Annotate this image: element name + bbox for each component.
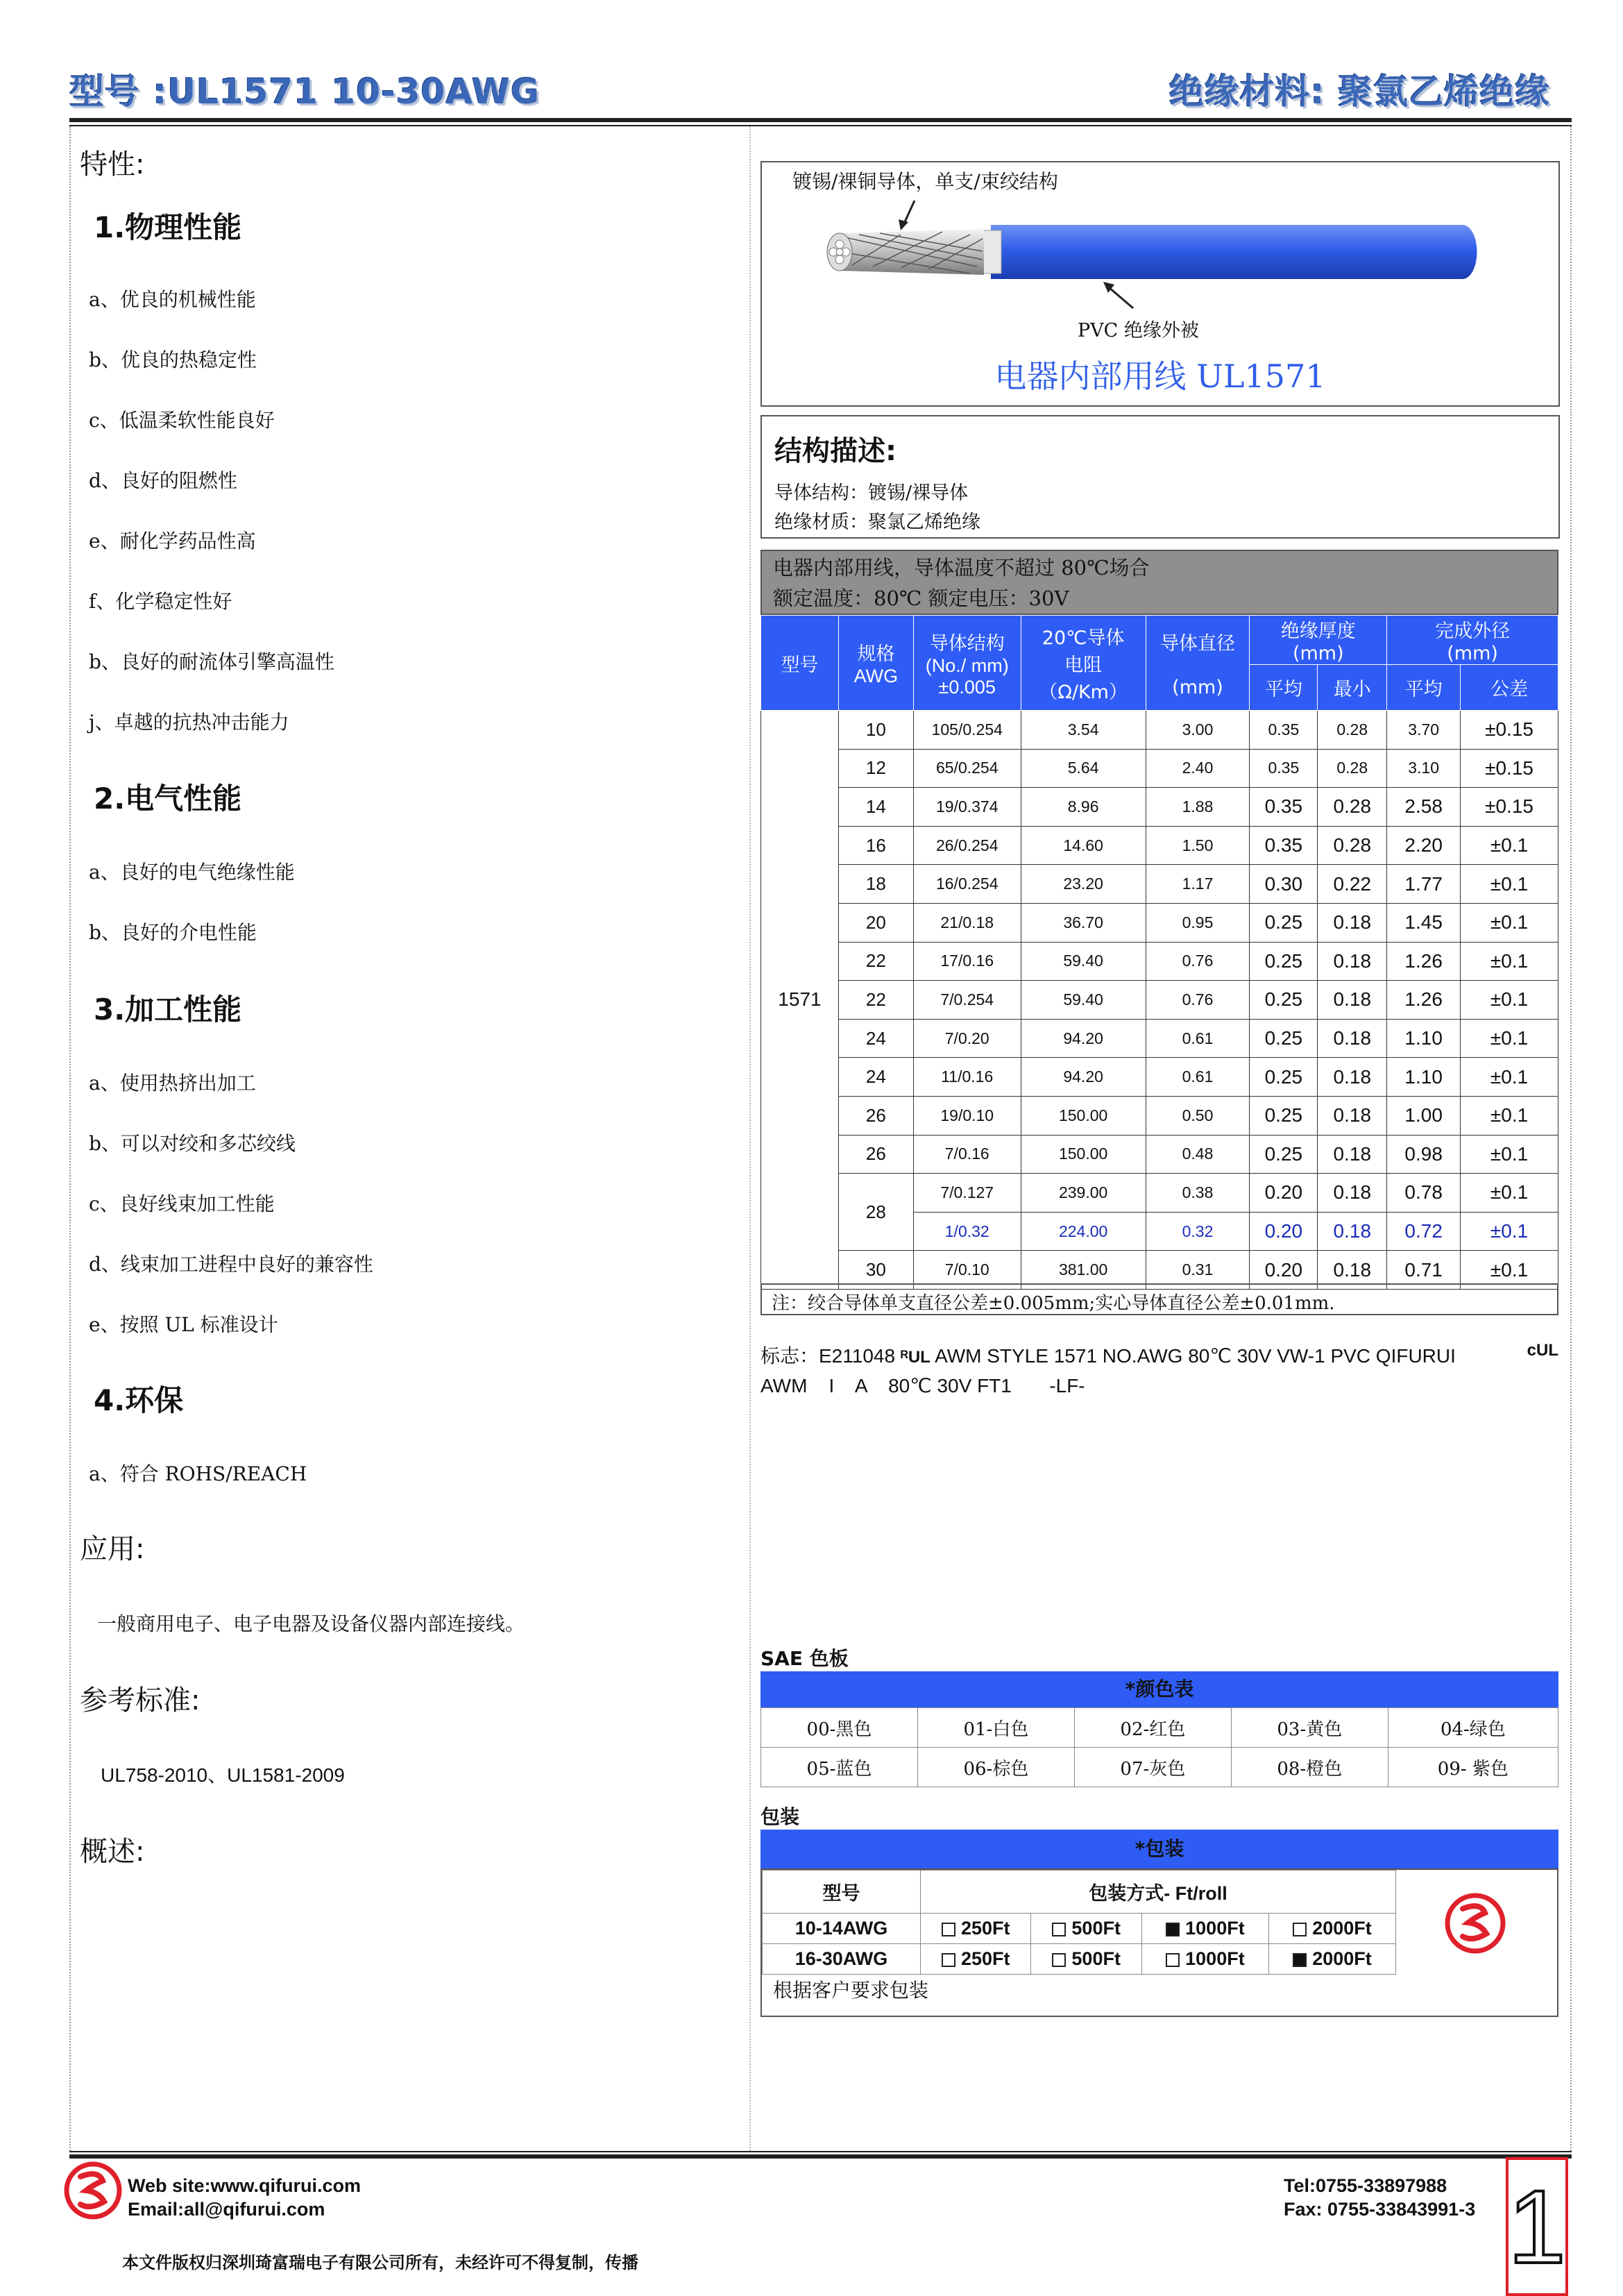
spec-note-2: 额定温度：80℃ 额定电压：30V	[773, 586, 1069, 610]
color-cell: 07-灰色	[1074, 1748, 1231, 1787]
spec-cell: ±0.1	[1461, 826, 1558, 865]
spec-cell: 59.40	[1021, 942, 1146, 981]
spec-cell: 7/0.254	[913, 981, 1021, 1020]
cul-logo-icon: cUL	[1527, 1341, 1558, 1360]
spec-cell: 16	[838, 826, 913, 865]
copyright-notice: 本文件版权归深圳琦富瑞电子有限公司所有，未经许可不得复制，传播	[122, 2253, 638, 2272]
spec-cell: 10	[838, 711, 913, 750]
packaging-option-label: 500Ft	[1071, 1948, 1121, 1969]
spec-cell: 0.35	[1250, 788, 1318, 827]
spec-cell: 1.45	[1387, 903, 1461, 942]
col-gauge: 规格 AWG	[838, 616, 913, 711]
sae-bar: *颜色表	[760, 1671, 1558, 1707]
spec-cell: 20	[838, 903, 913, 942]
marking-line-1	[760, 1341, 1558, 1369]
footer-email: Email:all@qifurui.com	[128, 2199, 325, 2220]
spec-cell: 0.18	[1318, 1058, 1387, 1097]
spec-cell: 3.00	[1146, 711, 1250, 750]
spec-cell: 3.10	[1387, 749, 1461, 788]
page-title-model: 型号 :UL1571 10-30AWG	[69, 71, 540, 112]
spec-cell: 2.20	[1387, 826, 1461, 865]
col-diameter: 导体直径 (mm)	[1146, 616, 1250, 711]
packaging-option-label: 2000Ft	[1312, 1948, 1372, 1969]
footer-fax: Fax: 0755-33843991-3	[1284, 2199, 1476, 2220]
packaging-option-label: 1000Ft	[1185, 1948, 1245, 1969]
packaging-option-label: 250Ft	[960, 1948, 1010, 1969]
spec-cell: 1/0.32	[913, 1212, 1021, 1251]
spec-cell: ±0.1	[1461, 1174, 1558, 1213]
spec-cell: 26/0.254	[913, 826, 1021, 865]
spec-cell: 36.70	[1021, 903, 1146, 942]
frame-left-border	[69, 126, 71, 2151]
spec-cell: 0.95	[1146, 903, 1250, 942]
spec-cell: 28	[838, 1174, 913, 1251]
col-od: 完成外径 (mm)	[1387, 616, 1558, 665]
spec-cell: 0.48	[1146, 1135, 1250, 1174]
page-title-insulation: 绝缘材料: 聚氯乙烯绝缘	[1169, 71, 1550, 112]
electrical-item: a、良好的电气绝缘性能	[89, 861, 295, 884]
packaging-note: 根据客户要求包装	[773, 1979, 929, 2002]
overview-heading: 概述:	[80, 1836, 145, 1868]
spec-cell: 0.35	[1250, 749, 1318, 788]
packaging-model: 16-30AWG	[763, 1944, 921, 1975]
spec-cell: 2.40	[1146, 749, 1250, 788]
spec-cell: 0.38	[1146, 1174, 1250, 1213]
col-od-avg: 平均	[1387, 665, 1461, 711]
packaging-option-label: 1000Ft	[1185, 1918, 1245, 1939]
checkbox-empty-icon	[942, 1953, 955, 1967]
header-rule-thin	[69, 125, 1572, 126]
structure-heading: 结构描述:	[774, 435, 897, 467]
spec-row	[761, 1019, 1558, 1058]
color-cell: 03-黄色	[1231, 1708, 1388, 1748]
spec-cell: 0.25	[1250, 1096, 1318, 1135]
spec-cell: ±0.1	[1461, 903, 1558, 942]
spec-cell: 22	[838, 942, 913, 981]
checkbox-empty-icon	[1052, 1953, 1066, 1967]
marking-code: 标志：E211048	[760, 1345, 896, 1367]
spec-cell: 0.18	[1318, 1135, 1387, 1174]
packaging-model: 10-14AWG	[763, 1914, 921, 1944]
spec-cell: 0.28	[1318, 749, 1387, 788]
standard-heading: 参考标准:	[80, 1685, 201, 1716]
spec-cell: 0.35	[1250, 826, 1318, 865]
features-heading: 特性:	[80, 149, 145, 180]
spec-cell: 0.25	[1250, 1058, 1318, 1097]
spec-cell: 0.98	[1387, 1135, 1461, 1174]
spec-cell: 1.50	[1146, 826, 1250, 865]
processing-item: c、良好线束加工性能	[89, 1192, 275, 1215]
col-thickness: 绝缘厚度 (mm)	[1250, 616, 1387, 665]
spec-cell: ±0.1	[1461, 1135, 1558, 1174]
spec-cell: ±0.1	[1461, 1251, 1558, 1290]
color-cell: 08-橙色	[1231, 1748, 1388, 1787]
spec-cell: 0.35	[1250, 711, 1318, 750]
color-cell: 09- 紫色	[1388, 1748, 1558, 1787]
color-cell: 05-蓝色	[761, 1748, 918, 1787]
spec-cell: 0.18	[1318, 903, 1387, 942]
color-cell: 00-黑色	[761, 1708, 918, 1748]
packaging-option-label: 250Ft	[960, 1918, 1010, 1939]
spec-cell: 0.78	[1387, 1174, 1461, 1213]
col-resistance: 20℃导体 电阻 （Ω/Km）	[1021, 616, 1146, 711]
spec-cell: 14	[838, 788, 913, 827]
physical-item: d、良好的阻燃性	[89, 469, 237, 492]
spec-cell: 26	[838, 1096, 913, 1135]
spec-table	[760, 615, 1558, 1290]
spec-cell: 0.61	[1146, 1019, 1250, 1058]
spec-cell: 24	[838, 1058, 913, 1097]
spec-cell: 19/0.10	[913, 1096, 1021, 1135]
spec-cell: 0.25	[1250, 981, 1318, 1020]
spec-row	[761, 865, 1558, 904]
spec-cell: 239.00	[1021, 1174, 1146, 1213]
spec-cell: 0.20	[1250, 1251, 1318, 1290]
spec-cell: 224.00	[1021, 1212, 1146, 1251]
col-conductor: 导体结构 (No./ mm) ±0.005	[913, 616, 1021, 711]
spec-cell: 0.72	[1387, 1212, 1461, 1251]
spec-cell: 5.64	[1021, 749, 1146, 788]
spec-cell: 0.18	[1318, 1251, 1387, 1290]
spec-cell: ±0.1	[1461, 942, 1558, 981]
color-cell: 06-棕色	[917, 1748, 1074, 1787]
spec-cell: 1.17	[1146, 865, 1250, 904]
spec-cell: 22	[838, 981, 913, 1020]
spec-footnote-box	[760, 1283, 1558, 1315]
packaging-option	[921, 1944, 1031, 1975]
spec-cell: 0.20	[1250, 1212, 1318, 1251]
frame-right-border	[1570, 126, 1572, 2151]
packaging-option-label: 2000Ft	[1312, 1918, 1372, 1939]
footer-tel: Tel:0755-33897988	[1284, 2175, 1447, 2196]
spec-cell: ±0.1	[1461, 1096, 1558, 1135]
header-rule	[69, 118, 1572, 122]
conductor-label: 镀锡/裸铜导体，单支/束绞结构	[792, 170, 1058, 193]
spec-footnote: 注：绞合导体单支直径公差±0.005mm;实心导体直径公差±0.01mm.	[772, 1293, 1335, 1314]
processing-title: 3.加工性能	[94, 993, 242, 1027]
structure-insulation: 绝缘材质：聚氯乙烯绝缘	[774, 512, 980, 533]
spec-cell: 150.00	[1021, 1096, 1146, 1135]
sae-heading: SAE 色板	[760, 1647, 849, 1670]
spec-cell: 0.71	[1387, 1251, 1461, 1290]
column-divider	[749, 126, 751, 2151]
physical-item: j、卓越的抗热冲击能力	[89, 711, 289, 734]
spec-row	[761, 749, 1558, 788]
spec-cell: 59.40	[1021, 981, 1146, 1020]
footer-rule-thin	[69, 2151, 1572, 2152]
electrical-item: b、良好的介电性能	[89, 921, 257, 944]
spec-cell: 94.20	[1021, 1019, 1146, 1058]
checkbox-empty-icon	[942, 1923, 955, 1936]
spec-cell: 23.20	[1021, 865, 1146, 904]
checkbox-empty-icon	[1293, 1923, 1307, 1936]
spec-cell: 24	[838, 1019, 913, 1058]
checkbox-empty-icon	[1166, 1953, 1180, 1967]
packaging-col-model: 型号	[763, 1871, 921, 1914]
col-model: 型号	[761, 616, 839, 711]
spec-cell: 12	[838, 749, 913, 788]
footer-rule	[69, 2154, 1572, 2159]
checkbox-checked-icon	[1293, 1953, 1307, 1967]
spec-cell: ±0.15	[1461, 788, 1558, 827]
spec-cell: 0.32	[1146, 1212, 1250, 1251]
structure-box	[760, 415, 1560, 539]
spec-row	[761, 903, 1558, 942]
footer-website: Web site:www.qifurui.com	[128, 2175, 362, 2196]
color-table	[760, 1707, 1558, 1787]
physical-item: a、优良的机械性能	[89, 288, 256, 311]
application-heading: 应用:	[80, 1533, 145, 1565]
checkbox-checked-icon	[1166, 1923, 1180, 1936]
spec-cell: ±0.1	[1461, 981, 1558, 1020]
spec-cell: 0.28	[1318, 788, 1387, 827]
spec-cell: 1.10	[1387, 1019, 1461, 1058]
spec-cell: 1.26	[1387, 942, 1461, 981]
spec-cell: 0.76	[1146, 942, 1250, 981]
spec-cell: 94.20	[1021, 1058, 1146, 1097]
spec-cell: ±0.15	[1461, 749, 1558, 788]
spec-cell: 3.54	[1021, 711, 1146, 750]
color-row	[761, 1748, 1558, 1787]
spec-cell: 30	[838, 1251, 913, 1290]
spec-cell: 105/0.254	[913, 711, 1021, 750]
structure-conductor: 导体结构：镀锡/裸导体	[774, 482, 969, 504]
spec-cell: 0.25	[1250, 942, 1318, 981]
marking-style: AWM STYLE 1571 NO.AWG 80℃ 30V VW-1 PVC QIFURUI	[935, 1345, 1456, 1367]
spec-cell: 150.00	[1021, 1135, 1146, 1174]
spec-cell: 0.76	[1146, 981, 1250, 1020]
packaging-option	[1031, 1944, 1141, 1975]
spec-cell: 0.61	[1146, 1058, 1250, 1097]
processing-item: a、使用热挤出加工	[89, 1072, 256, 1095]
physical-item: e、耐化学药品性高	[89, 530, 256, 552]
packaging-option	[1141, 1944, 1268, 1975]
spec-cell: 1.10	[1387, 1058, 1461, 1097]
spec-cell: 0.25	[1250, 903, 1318, 942]
spec-cell: 0.50	[1146, 1096, 1250, 1135]
processing-item: d、线束加工进程中良好的兼容性	[89, 1253, 373, 1276]
spec-cell: 11/0.16	[913, 1058, 1021, 1097]
spec-row	[761, 1174, 1558, 1213]
color-cell: 02-红色	[1074, 1708, 1231, 1748]
spec-row	[761, 1058, 1558, 1097]
spec-cell: 2.58	[1387, 788, 1461, 827]
packaging-option	[1031, 1914, 1141, 1944]
color-row	[761, 1708, 1558, 1748]
spec-cell: 14.60	[1021, 826, 1146, 865]
spec-cell: 7/0.10	[913, 1251, 1021, 1290]
company-logo-icon	[1442, 1892, 1509, 1955]
footer-logo-icon	[61, 2160, 128, 2221]
packaging-option	[1141, 1914, 1268, 1944]
spec-row	[761, 788, 1558, 827]
col-thickness-min: 最小	[1318, 665, 1387, 711]
packaging-box	[760, 1868, 1558, 2017]
spec-cell: 0.25	[1250, 1019, 1318, 1058]
packaging-option	[1268, 1944, 1395, 1975]
spec-cell: 17/0.16	[913, 942, 1021, 981]
spec-cell: 0.31	[1146, 1251, 1250, 1290]
spec-cell: ±0.1	[1461, 1019, 1558, 1058]
packaging-col-method: 包装方式- Ft/roll	[921, 1871, 1396, 1914]
spec-cell: 0.30	[1250, 865, 1318, 904]
col-od-tol: 公差	[1461, 665, 1558, 711]
spec-cell: 0.22	[1318, 865, 1387, 904]
physical-title: 1.物理性能	[94, 210, 242, 244]
spec-cell: 0.18	[1318, 1096, 1387, 1135]
spec-cell: 26	[838, 1135, 913, 1174]
spec-cell: 1.26	[1387, 981, 1461, 1020]
spec-cell: 18	[838, 865, 913, 904]
insulation-label: PVC 绝缘外被	[1078, 320, 1199, 341]
packaging-heading: 包装	[760, 1805, 800, 1828]
spec-cell: 21/0.18	[913, 903, 1021, 942]
color-cell: 01-白色	[917, 1708, 1074, 1748]
spec-cell: ±0.1	[1461, 865, 1558, 904]
spec-cell: 0.28	[1318, 711, 1387, 750]
packaging-row	[763, 1944, 1396, 1975]
spec-cell: 1.77	[1387, 865, 1461, 904]
marking-line-2: AWM I A 80℃ 30V FT1 -LF-	[760, 1375, 1085, 1396]
spec-cell: 0.25	[1250, 1135, 1318, 1174]
processing-item: e、按照 UL 标准设计	[89, 1313, 278, 1336]
spec-row	[761, 711, 1558, 750]
spec-cell: 7/0.16	[913, 1135, 1021, 1174]
physical-item: c、低温柔软性能良好	[89, 409, 275, 432]
spec-cell: ±0.1	[1461, 1058, 1558, 1097]
spec-cell: 381.00	[1021, 1251, 1146, 1290]
physical-item: f、化学稳定性好	[89, 590, 232, 613]
electrical-title: 2.电气性能	[94, 782, 242, 816]
checkbox-empty-icon	[1052, 1923, 1066, 1936]
spec-row	[761, 826, 1558, 865]
spec-cell: 3.70	[1387, 711, 1461, 750]
spec-row	[761, 1135, 1558, 1174]
packaging-option	[1268, 1914, 1395, 1944]
physical-item: b、良好的耐流体引擎高温性	[89, 650, 334, 673]
page-number: 1	[1508, 2168, 1566, 2285]
spec-cell: 7/0.20	[913, 1019, 1021, 1058]
physical-item: b、优良的热稳定性	[89, 348, 257, 371]
application-text: 一般商用电子、电子电器及设备仪器内部连接线。	[97, 1612, 525, 1635]
wire-diagram-box	[760, 161, 1560, 407]
color-cell: 04-绿色	[1388, 1708, 1558, 1748]
spec-cell: 0.18	[1318, 942, 1387, 981]
spec-cell: 0.18	[1318, 981, 1387, 1020]
spec-cell: 0.20	[1250, 1174, 1318, 1213]
spec-cell: 0.28	[1318, 826, 1387, 865]
diagram-title: 电器内部用线 UL1571	[994, 357, 1326, 395]
col-thickness-avg: 平均	[1250, 665, 1318, 711]
spec-cell: ±0.1	[1461, 1212, 1558, 1251]
packaging-table	[762, 1870, 1396, 1975]
environment-item: a、符合 ROHS/REACH	[89, 1462, 307, 1485]
spec-cell: 7/0.127	[913, 1174, 1021, 1213]
spec-cell: 19/0.374	[913, 788, 1021, 827]
spec-note-bar	[760, 550, 1558, 615]
page-number-box	[1506, 2157, 1568, 2296]
spec-cell: 65/0.254	[913, 749, 1021, 788]
spec-cell: 0.18	[1318, 1212, 1387, 1251]
spec-row	[761, 942, 1558, 981]
spec-cell: 1.00	[1387, 1096, 1461, 1135]
standard-text: UL758-2010、UL1581-2009	[101, 1764, 345, 1786]
spec-cell: 0.18	[1318, 1174, 1387, 1213]
environment-title: 4.环保	[94, 1383, 184, 1417]
spec-row	[761, 1096, 1558, 1135]
packaging-row	[763, 1914, 1396, 1944]
packaging-option-label: 500Ft	[1071, 1918, 1121, 1939]
spec-cell: 0.18	[1318, 1019, 1387, 1058]
ul-logo-icon: ᴿUL	[900, 1348, 931, 1367]
spec-cell: 8.96	[1021, 788, 1146, 827]
packaging-option	[921, 1914, 1031, 1944]
spec-cell: 16/0.254	[913, 865, 1021, 904]
spec-model-cell: 1571	[761, 711, 839, 1290]
spec-note-1: 电器内部用线，导体温度不超过 80℃场合	[773, 556, 1150, 580]
spec-cell: ±0.15	[1461, 711, 1558, 750]
processing-item: b、可以对绞和多芯绞线	[89, 1132, 296, 1155]
packaging-bar: *包装	[760, 1830, 1558, 1868]
spec-cell: 1.88	[1146, 788, 1250, 827]
spec-row	[761, 981, 1558, 1020]
